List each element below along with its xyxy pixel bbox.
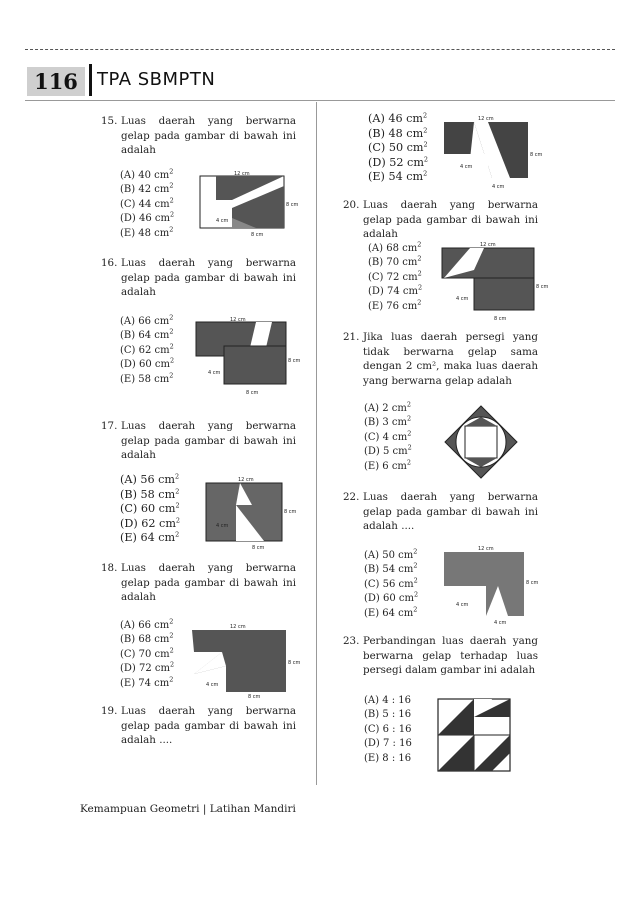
question-22 — [343, 490, 538, 534]
dim-label: 4 cm — [208, 370, 221, 376]
option-c[interactable]: (C) 60 $cm^2$ — [120, 501, 180, 515]
option-c[interactable]: (C) 4 $cm^2$ — [364, 429, 412, 443]
dim-label: 8 cm — [530, 152, 543, 158]
option-a[interactable]: (A) 50 $cm^2$ — [364, 547, 418, 561]
dim-label: 4 cm — [216, 523, 229, 529]
dim-label: 12 cm — [234, 171, 250, 177]
dim-label: 4 cm — [456, 296, 469, 302]
option-d[interactable]: (D) 60 $cm^2$ — [120, 356, 175, 371]
question-stem: Perbandingan luas daerah yang berwarna gelap terhadap luas persegi dalam gambar ini adalah — [363, 635, 538, 676]
option-d[interactable]: (D) 46 $cm^2$ — [120, 210, 175, 225]
question-stem: Luas daerah yang berwarna gelap pada gambar di bawah ini adalah .... — [363, 491, 538, 532]
question-stem: Luas daerah yang berwarna gelap pada gambar di bawah ini adalah — [121, 115, 296, 156]
option-e[interactable]: (E) 76 $cm^2$ — [368, 298, 422, 312]
column-divider — [316, 102, 317, 785]
dim-label: 12 cm — [478, 546, 494, 552]
figure-20 — [436, 240, 550, 324]
figure-15 — [196, 170, 306, 240]
option-b[interactable]: (B) 5 : 16 — [364, 709, 412, 721]
option-b[interactable]: (B) 48 $cm^2$ — [368, 125, 428, 140]
figure-16 — [190, 314, 310, 398]
header-separator-bar — [89, 64, 92, 96]
options-17 — [120, 473, 180, 546]
option-e[interactable]: (E) 48 $cm^2$ — [120, 225, 174, 239]
dim-label: 8 cm — [284, 509, 297, 515]
dim-label: 12 cm — [238, 477, 254, 483]
figure-19 — [440, 114, 546, 194]
question-stem: Luas daerah yang berwarna gelap pada gambar di bawah ini adalah .... — [121, 705, 296, 746]
figure-21 — [443, 404, 519, 480]
footer-text: Kemampuan Geometri | Latihan Mandiri — [80, 803, 296, 815]
question-number: 17. — [101, 420, 118, 432]
option-c[interactable]: (C) 72 $cm^2$ — [368, 269, 422, 283]
option-e[interactable]: (E) 8 : 16 — [364, 752, 412, 764]
question-number: 20. — [343, 199, 360, 211]
question-stem: Luas daerah yang berwarna gelap pada gambar di bawah ini adalah — [121, 257, 296, 298]
option-a[interactable]: (A) 68 $cm^2$ — [368, 240, 422, 254]
option-b[interactable]: (B) 3 $cm^2$ — [364, 415, 412, 429]
question-15 — [101, 114, 296, 158]
dim-label: 8 cm — [536, 284, 549, 290]
dim-label: 4 cm — [492, 184, 505, 190]
option-b[interactable]: (B) 54 $cm^2$ — [364, 562, 418, 576]
question-18 — [101, 561, 296, 605]
dim-label: 8 cm — [286, 202, 299, 208]
question-23 — [343, 634, 538, 678]
question-number: 15. — [101, 115, 118, 127]
option-a[interactable]: (A) 66 $cm^2$ — [120, 313, 174, 327]
dim-label: 4 cm — [216, 218, 229, 224]
dim-label: 12 cm — [230, 624, 246, 630]
question-number: 19. — [101, 705, 118, 717]
options-22 — [364, 549, 418, 621]
option-a[interactable]: (A) 40 $cm^2$ — [120, 167, 174, 181]
option-e[interactable]: (E) 6 $cm^2$ — [364, 458, 412, 472]
dim-label: 4 cm — [460, 164, 473, 170]
option-d[interactable]: (D) 72 $cm^2$ — [120, 660, 175, 675]
option-a[interactable]: (A) 66 $cm^2$ — [120, 617, 174, 631]
question-number: 18. — [101, 562, 118, 574]
option-e[interactable]: (E) 64 $cm^2$ — [120, 530, 180, 544]
options-18 — [120, 619, 174, 691]
option-d[interactable]: (D) 52 $cm^2$ — [368, 154, 429, 169]
option-c[interactable]: (C) 70 $cm^2$ — [120, 646, 174, 660]
option-e[interactable]: (E) 64 $cm^2$ — [364, 605, 418, 619]
dim-label: 12 cm — [230, 317, 246, 323]
figure-18 — [186, 622, 310, 700]
question-20 — [343, 198, 538, 242]
page-number: 116 — [27, 67, 85, 96]
figure-22 — [440, 544, 546, 628]
options-16 — [120, 315, 174, 387]
option-b[interactable]: (B) 70 $cm^2$ — [368, 255, 422, 269]
options-23 — [364, 694, 412, 766]
dim-label: 12 cm — [480, 242, 496, 248]
header-dashed-rule — [25, 49, 615, 50]
question-number: 21. — [343, 331, 360, 343]
option-c[interactable]: (C) 62 $cm^2$ — [120, 342, 174, 356]
option-c[interactable]: (C) 56 $cm^2$ — [364, 576, 418, 590]
option-c[interactable]: (C) 50 $cm^2$ — [368, 140, 428, 154]
dim-label: 8 cm — [248, 694, 261, 700]
option-d[interactable]: (D) 5 $cm^2$ — [364, 443, 412, 458]
option-a[interactable]: (A) 4 : 16 — [364, 695, 412, 706]
options-19 — [368, 112, 428, 185]
option-b[interactable]: (B) 68 $cm^2$ — [120, 632, 174, 646]
question-19 — [101, 704, 296, 748]
option-a[interactable]: (A) 56 $cm^2$ — [120, 472, 180, 486]
dim-label: 8 cm — [251, 232, 264, 238]
question-stem: Luas daerah yang berwarna gelap pada gambar di bawah ini adalah — [121, 562, 296, 603]
figure-23 — [430, 697, 514, 775]
dim-label: 8 cm — [526, 580, 539, 586]
dim-label: 4 cm — [494, 620, 507, 626]
option-a[interactable]: (A) 2 $cm^2$ — [364, 400, 411, 414]
question-stem: Luas daerah yang berwarna gelap pada gambar di bawah ini adalah — [121, 420, 296, 461]
dim-label: 8 cm — [288, 358, 301, 364]
option-c[interactable]: (C) 44 $cm^2$ — [120, 196, 174, 210]
dim-label: 8 cm — [252, 545, 265, 551]
option-d[interactable]: (D) 62 $cm^2$ — [120, 515, 181, 530]
question-number: 23. — [343, 635, 360, 647]
dim-label: 8 cm — [246, 390, 259, 396]
dim-label: 4 cm — [206, 682, 219, 688]
header-underline — [25, 100, 615, 101]
option-d[interactable]: (D) 60 $cm^2$ — [364, 590, 419, 605]
dim-label: 8 cm — [288, 660, 301, 666]
option-d[interactable]: (D) 74 $cm^2$ — [368, 283, 423, 298]
header-title: TPA SBMPTN — [97, 69, 216, 90]
dim-label: 4 cm — [456, 602, 469, 608]
question-16 — [101, 256, 296, 300]
figure-17 — [200, 475, 310, 553]
dim-label: 12 cm — [478, 116, 494, 122]
question-number: 16. — [101, 257, 118, 269]
question-21 — [343, 330, 538, 388]
option-e[interactable]: (E) 58 $cm^2$ — [120, 371, 174, 385]
option-b[interactable]: (B) 58 $cm^2$ — [120, 486, 180, 501]
option-c[interactable]: (C) 6 : 16 — [364, 723, 412, 735]
option-b[interactable]: (B) 64 $cm^2$ — [120, 328, 174, 342]
question-17 — [101, 419, 296, 463]
option-e[interactable]: (E) 74 $cm^2$ — [120, 675, 174, 689]
option-b[interactable]: (B) 42 $cm^2$ — [120, 182, 174, 196]
option-a[interactable]: (A) 46 $cm^2$ — [368, 111, 428, 125]
options-20 — [368, 242, 422, 314]
option-e[interactable]: (E) 54 $cm^2$ — [368, 169, 428, 183]
question-stem: Jika luas daerah persegi yang tidak berwarna gelap sama dengan 2 cm², maka luas daerah yang berwarna gelap adalah — [363, 331, 538, 387]
question-number: 22. — [343, 491, 360, 503]
options-21 — [364, 402, 412, 474]
dim-label: 8 cm — [494, 316, 507, 322]
question-stem: Luas daerah yang berwarna gelap pada gambar di bawah ini adalah — [363, 199, 538, 240]
option-d[interactable]: (D) 7 : 16 — [364, 738, 412, 750]
options-15 — [120, 169, 174, 241]
